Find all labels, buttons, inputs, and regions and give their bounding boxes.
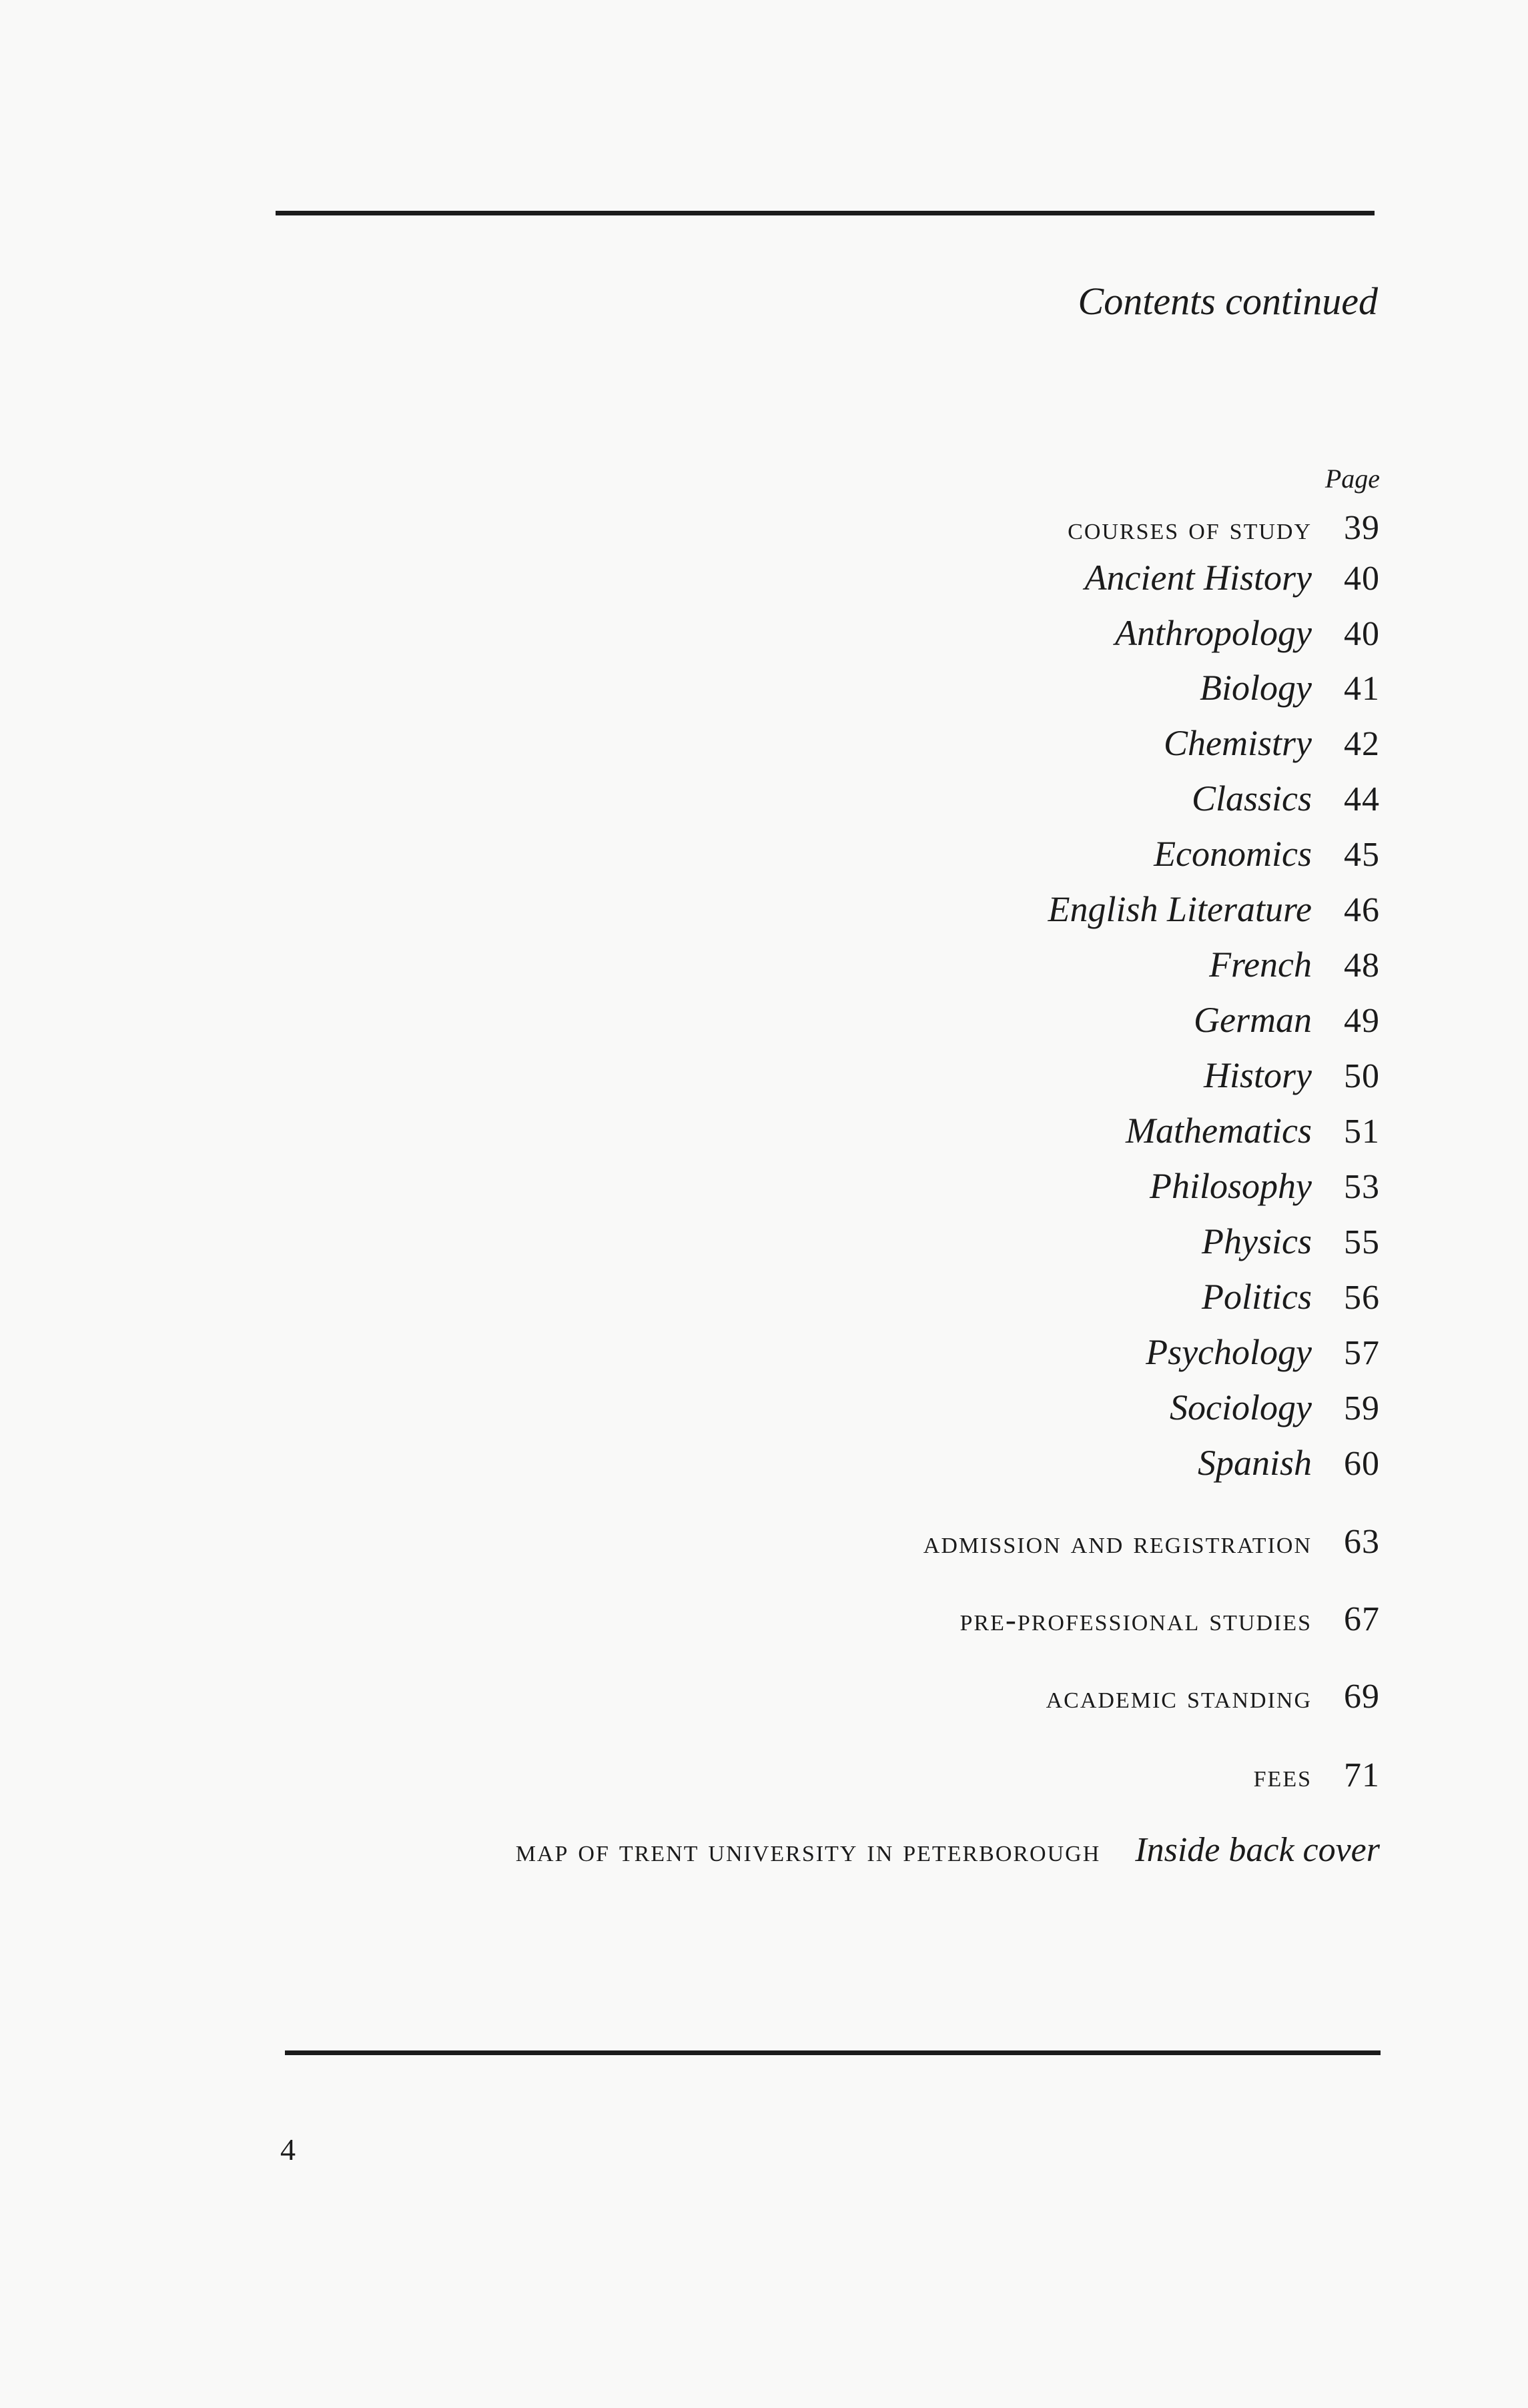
toc-entry-page: 49 (1344, 1002, 1380, 1040)
toc-entry-label: courses of study (1068, 511, 1312, 546)
toc-entry-page: 40 (1344, 615, 1380, 653)
toc-entry-page: 41 (1344, 670, 1380, 708)
toc-entry-biology (1200, 667, 1380, 708)
toc-entry-label: Economics (1154, 834, 1312, 874)
toc-entry-german (1194, 999, 1380, 1041)
toc-entry-label: Ancient History (1084, 558, 1312, 598)
toc-entry-page: 45 (1344, 836, 1380, 874)
toc-entry-page: 40 (1344, 560, 1380, 598)
toc-entry-page: 48 (1344, 947, 1380, 985)
toc-entry-map (516, 1830, 1380, 1870)
toc-entry-page: 67 (1344, 1600, 1380, 1638)
bottom-rule (285, 2050, 1381, 2055)
toc-entry-label: pre-professional studies (960, 1602, 1312, 1638)
toc-entry-page: 44 (1344, 780, 1380, 818)
toc-entry-page: 57 (1344, 1334, 1380, 1372)
toc-entry-label: Philosophy (1150, 1166, 1312, 1206)
toc-entry-page: 53 (1344, 1168, 1380, 1206)
toc-entry-classics (1192, 778, 1380, 819)
toc-entry-page: 50 (1344, 1057, 1380, 1095)
toc-entry-psychology (1146, 1331, 1380, 1373)
toc-entry-page: 55 (1344, 1223, 1380, 1261)
toc-entry-page: Inside back cover (1135, 1831, 1380, 1869)
toc-entry-label: Mathematics (1126, 1111, 1312, 1151)
toc-entry-admission-and-registration (923, 1522, 1380, 1562)
toc-entry-page: 39 (1344, 509, 1380, 547)
toc-entry-chemistry (1164, 722, 1380, 764)
toc-entry-spanish (1198, 1442, 1380, 1483)
page-column-label: Page (1324, 464, 1380, 494)
toc-entry-philosophy (1150, 1165, 1380, 1207)
toc-entry-label: Politics (1202, 1277, 1312, 1317)
toc-entry-label: Anthropology (1115, 613, 1312, 653)
toc-entry-label: map of trent university in peterborough (515, 1833, 1101, 1868)
toc-entry-politics (1202, 1276, 1380, 1317)
toc-entry-page: 69 (1344, 1678, 1380, 1716)
toc-entry-label: Sociology (1170, 1387, 1312, 1427)
top-rule (276, 211, 1375, 215)
toc-entry-label: Psychology (1146, 1332, 1312, 1372)
toc-entry-economics (1154, 833, 1380, 874)
toc-entry-label: Spanish (1197, 1443, 1312, 1483)
toc-entry-label: Biology (1200, 668, 1312, 708)
toc-entry-label: fees (1253, 1758, 1312, 1794)
toc-entry-page: 42 (1344, 725, 1380, 763)
toc-entry-french (1209, 944, 1380, 985)
toc-entry-mathematics (1126, 1110, 1380, 1151)
page-heading: Contents continued (1078, 279, 1378, 323)
toc-entry-english-literature (1048, 888, 1380, 930)
toc-entry-page: 71 (1344, 1756, 1380, 1794)
toc-entry-page: 60 (1344, 1445, 1380, 1483)
toc-entry-courses-of-study (1068, 508, 1380, 548)
toc-entry-label: academic standing (1046, 1680, 1312, 1715)
toc-entry-label: admission and registration (923, 1525, 1312, 1560)
page-number: 4 (280, 2133, 296, 2167)
toc-entry-label: German (1194, 1000, 1312, 1040)
toc-entry-fees (1254, 1756, 1380, 1795)
toc-entry-ancient-history (1085, 557, 1380, 598)
toc-entry-label: History (1204, 1055, 1312, 1095)
toc-entry-page: 51 (1344, 1113, 1380, 1151)
toc-entry-sociology (1170, 1387, 1380, 1428)
toc-entry-physics (1202, 1221, 1380, 1262)
toc-entry-label: English Literature (1048, 889, 1312, 929)
toc-entry-pre-professional-studies (960, 1600, 1380, 1639)
toc-entry-page: 56 (1344, 1279, 1380, 1317)
toc-entry-history (1204, 1055, 1380, 1096)
toc-entry-page: 46 (1344, 891, 1380, 929)
toc-entry-academic-standing (1046, 1677, 1380, 1716)
toc-entry-label: French (1209, 945, 1312, 985)
toc-entry-label: Chemistry (1164, 723, 1312, 763)
toc-entry-label: Physics (1202, 1221, 1312, 1261)
toc-entry-anthropology (1115, 612, 1380, 654)
toc-entry-label: Classics (1191, 778, 1312, 818)
toc-entry-page: 63 (1344, 1523, 1380, 1561)
toc-entry-page: 59 (1344, 1389, 1380, 1427)
